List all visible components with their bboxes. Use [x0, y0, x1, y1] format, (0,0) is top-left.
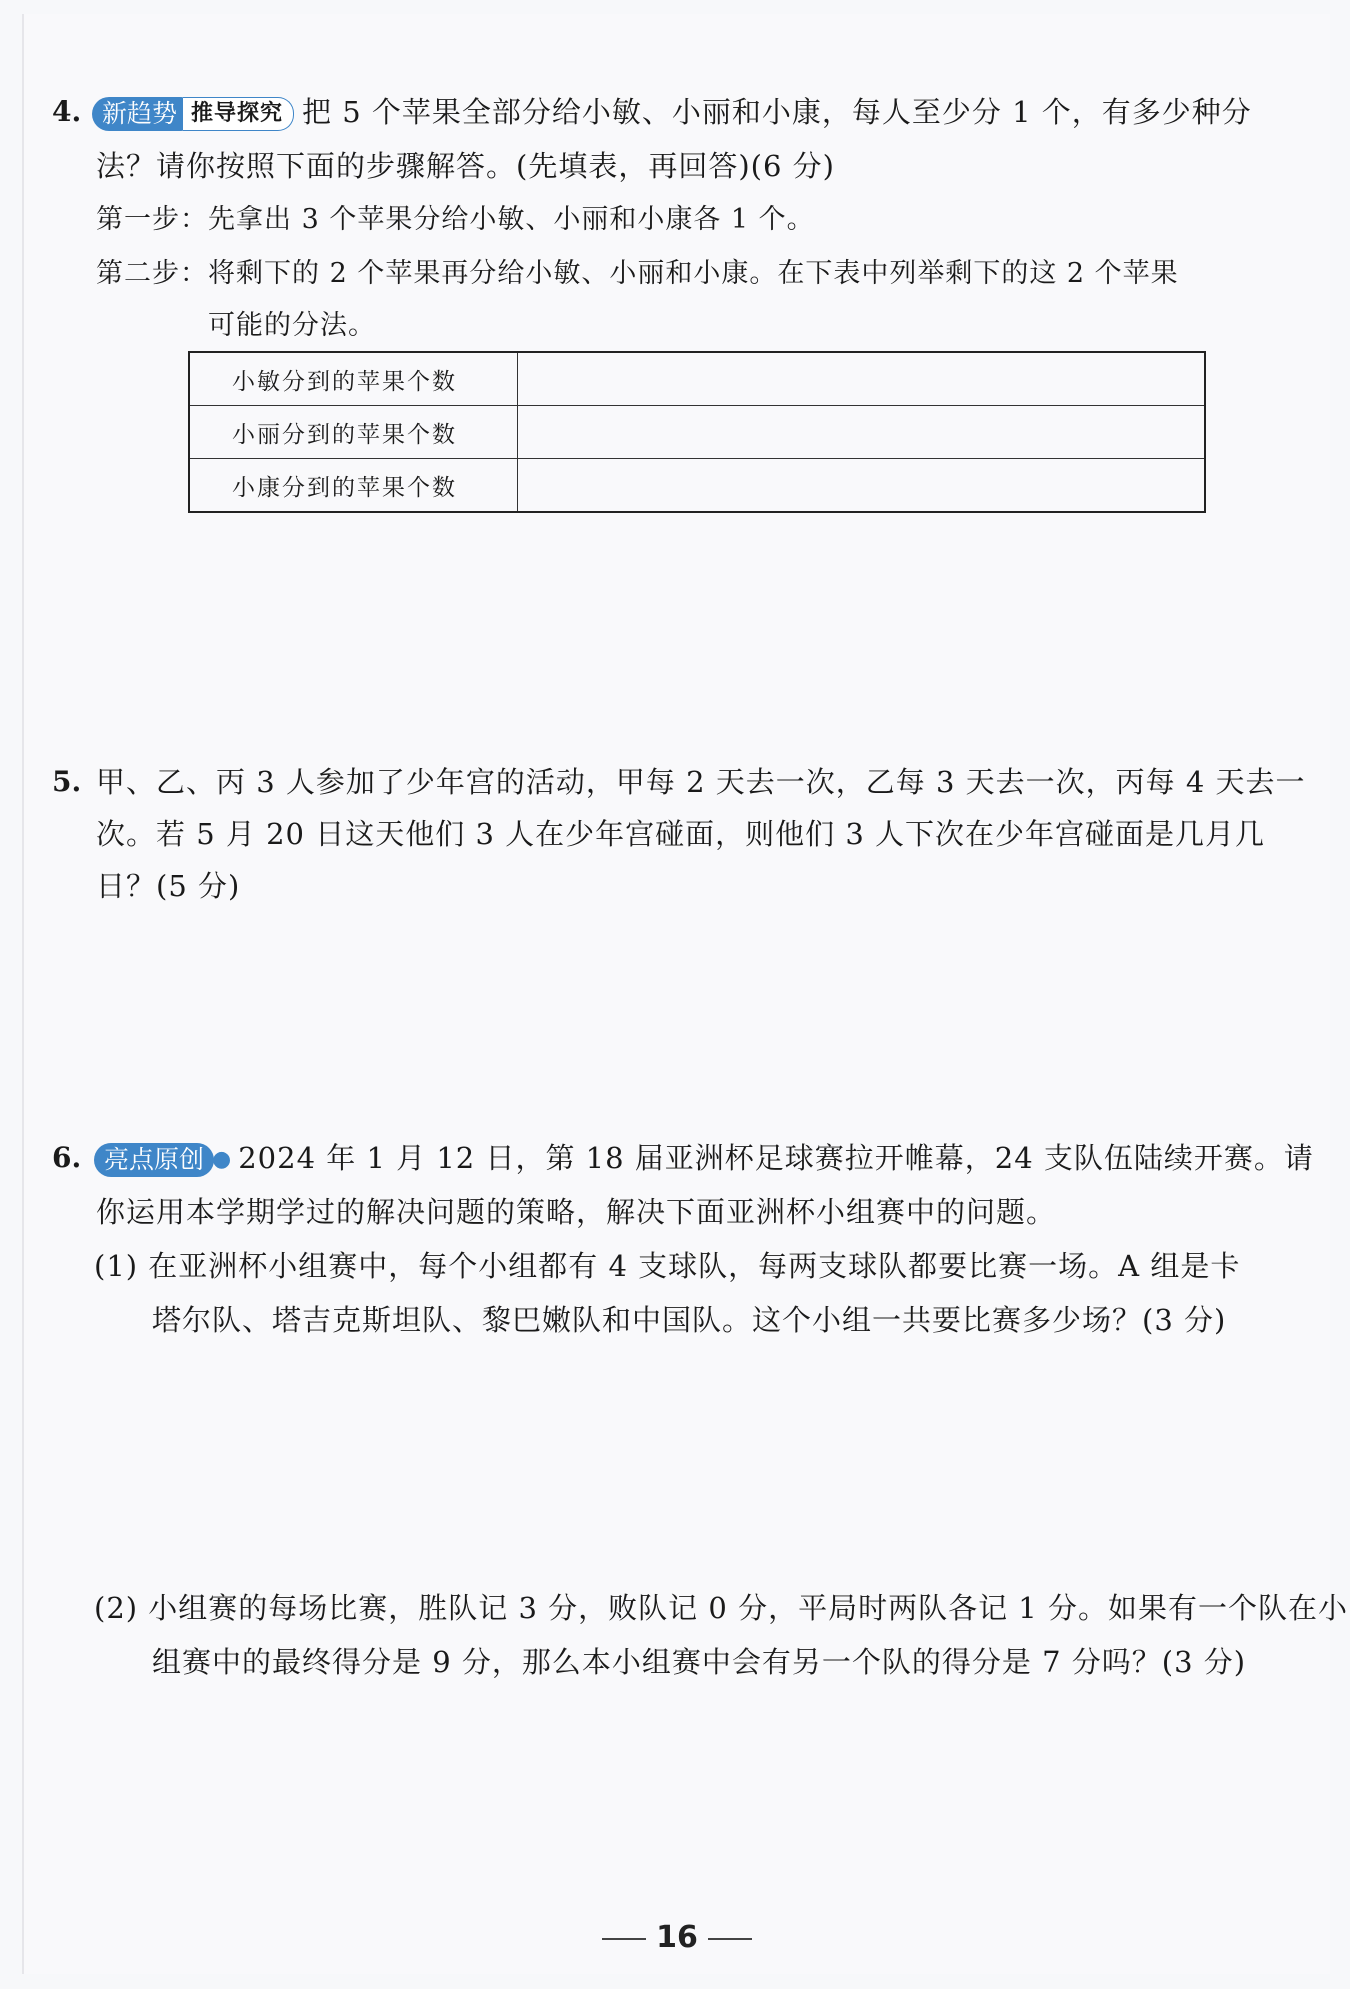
q4-badge-main: 新趋势 — [92, 97, 187, 131]
table-row — [189, 406, 1205, 459]
dash-right — [708, 1938, 752, 1940]
q4-text-line2: 法？请你按照下面的步骤解答。(先填表，再回答)(6 分) — [96, 149, 835, 183]
q6-sub2-line2: 组赛中的最终得分是 9 分，那么本小组赛中会有另一个队的得分是 7 分吗？(3 分) — [152, 1645, 1247, 1679]
q6-line2: 你运用本学期学过的解决问题的策略，解决下面亚洲杯小组赛中的问题。 — [96, 1195, 1057, 1229]
q4-apple-table — [188, 351, 1206, 513]
q4-line1 — [92, 92, 1252, 132]
q4-step2-cont: 可能的分法。 — [208, 310, 376, 341]
q5-line1: 甲、乙、丙 3 人参加了少年宫的活动，甲每 2 天去一次，乙每 3 天去一次，丙每 4 天去一 — [96, 765, 1306, 799]
page-number — [24, 1920, 1330, 1955]
q6-badge: 亮点原创 — [94, 1143, 214, 1177]
q5-line2: 次。若 5 月 20 日这天他们 3 人在少年宫碰面，则他们 3 人下次在少年宫碰面是几月几 — [96, 817, 1266, 851]
table-row — [189, 459, 1205, 513]
answer-cell[interactable] — [517, 459, 1205, 513]
answer-cell[interactable] — [517, 406, 1205, 459]
q4-step1: 第一步：先拿出 3 个苹果分给小敏、小丽和小康各 1 个。 — [96, 204, 815, 235]
dot-icon: ● — [212, 1147, 233, 1172]
q5-line3: 日？(5 分) — [96, 869, 241, 903]
table-row-label: 小敏分到的苹果个数 — [189, 352, 517, 406]
table-row — [189, 352, 1205, 406]
dash-left — [602, 1938, 646, 1940]
q4-number: 4. — [52, 95, 82, 128]
q4-badge-tag: 推导探究 — [183, 97, 294, 131]
q4-badge — [92, 92, 294, 132]
q6-line1 — [94, 1138, 1314, 1180]
page-number-text: 16 — [656, 1920, 698, 1955]
worksheet-page — [22, 14, 1348, 1974]
q4-text-line1: 把 5 个苹果全部分给小敏、小丽和小康，每人至少分 1 个，有多少种分 — [302, 95, 1252, 129]
table-row-label: 小康分到的苹果个数 — [189, 459, 517, 513]
answer-cell[interactable] — [517, 352, 1205, 406]
q6-sub1-line2: 塔尔队、塔吉克斯坦队、黎巴嫩队和中国队。这个小组一共要比赛多少场？(3 分) — [152, 1303, 1227, 1337]
q6-sub2-line1: (2) 小组赛的每场比赛，胜队记 3 分，败队记 0 分，平局时两队各记 1 分。如果有一个队在小 — [94, 1591, 1348, 1625]
table-row-label: 小丽分到的苹果个数 — [189, 406, 517, 459]
q6-text-line1: 2024 年 1 月 12 日，第 18 届亚洲杯足球赛拉开帷幕，24 支队伍陆续开赛。请 — [238, 1141, 1314, 1175]
q5-number: 5. — [52, 765, 82, 798]
q4-step2: 第二步：将剩下的 2 个苹果再分给小敏、小丽和小康。在下表中列举剩下的这 2 个苹果 — [96, 258, 1179, 289]
q6-sub1-line1: (1) 在亚洲杯小组赛中，每个小组都有 4 支球队，每两支球队都要比赛一场。A 组是卡 — [94, 1249, 1241, 1283]
q6-number: 6. — [52, 1141, 82, 1174]
